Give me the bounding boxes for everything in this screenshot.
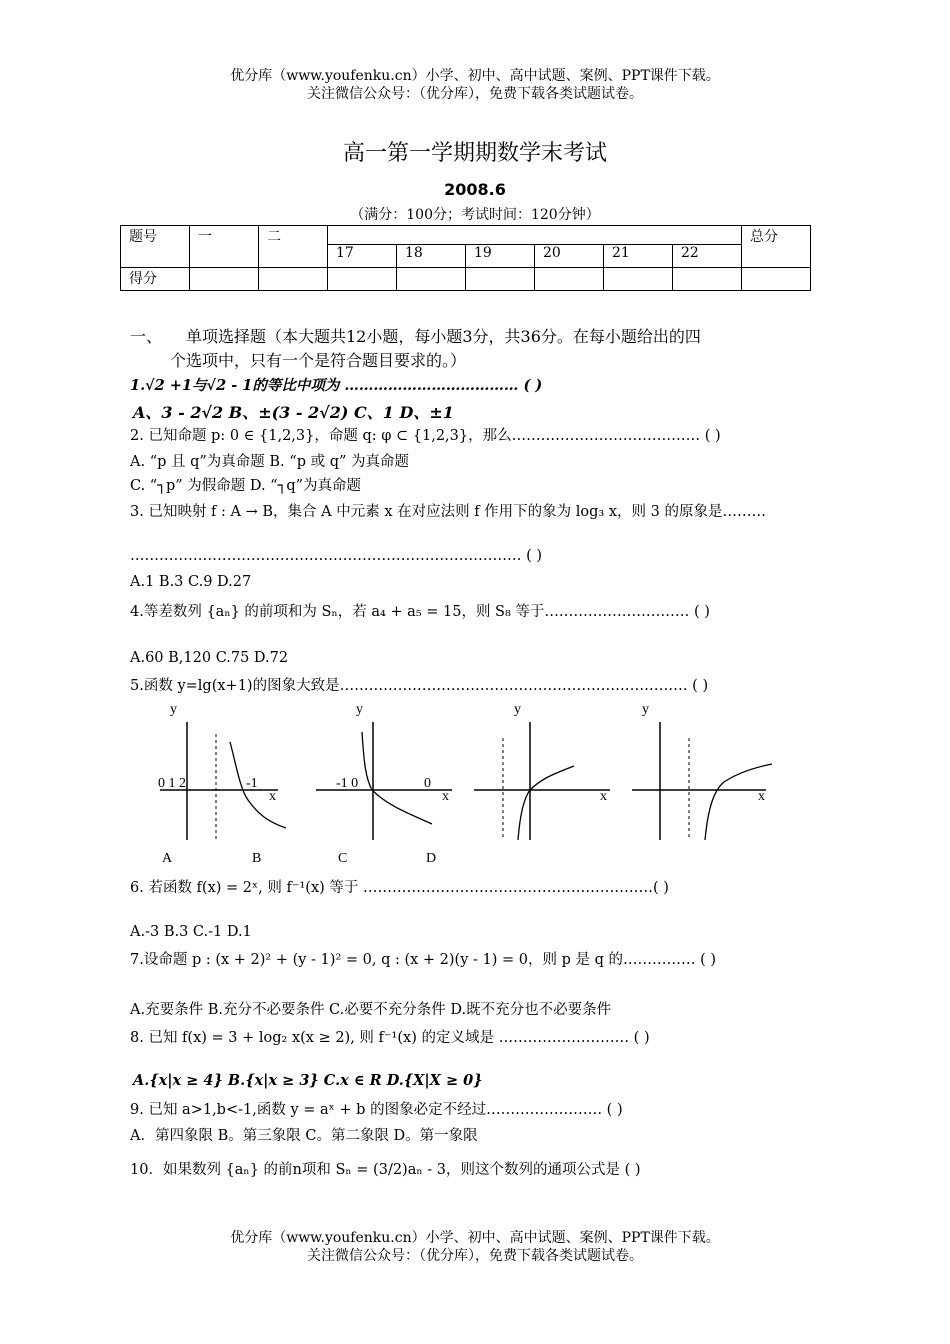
question-8: 8. 已知 f(x) = 3 + log₂ x(x ≥ 2), 则 f⁻¹(x) 的定义域是 ……………………… ( ) (130, 1030, 650, 1046)
graph-d (426, 702, 772, 866)
cell-empty (328, 268, 397, 291)
header-line-1: 优分库（www.youfenku.cn）小学、初中、高中试题、案例、PPT课件下载。 (230, 68, 720, 84)
cell-total: 总分 (742, 226, 811, 268)
cell-two: 二 (259, 226, 328, 268)
question-8-options: A.{x|x ≥ 4} B.{x|x ≥ 3} C.x ∈ R D.{X|X ≥ 0} (133, 1072, 483, 1089)
graph-b-x-label: x (442, 789, 449, 804)
question-4-options: A.60 B,120 C.75 D.72 (130, 650, 289, 666)
score-table (120, 225, 811, 291)
exam-year: 2008.6 (444, 180, 506, 199)
graph-a-curve (230, 742, 286, 828)
graph-a-x-label: x (269, 789, 276, 804)
graph-d-y-label: y (642, 702, 649, 717)
section-heading-line-1: 一、 单项选择题（本大题共12小题，每小题3分，共36分。在每小题给出的四 (130, 327, 701, 346)
footer-line-1: 优分库（www.youfenku.cn）小学、初中、高中试题、案例、PPT课件下载。 (230, 1230, 720, 1246)
cell-empty (397, 268, 466, 291)
cell-empty (466, 268, 535, 291)
footer-line-2: 关注微信公众号：（优分库），免费下载各类试题试卷。 (307, 1248, 643, 1264)
graph-c-y-label: y (514, 702, 521, 717)
graph-label-d: D (426, 851, 437, 866)
question-5: 5.函数 y=lg(x+1)的图象大致是……………………………………………………………… ( ) (130, 678, 709, 694)
graph-c-curve (518, 766, 574, 840)
question-2-options-cd: C. “┐p” 为假命题 D. “┐q”为真命题 (130, 478, 362, 494)
question-7: 7.设命题 p : (x + 2)² + (y - 1)² = 0, q : (x + 2)(y - 1) = 0，则 p 是 q 的…………… ( ) (130, 952, 717, 968)
graph-label-a: A (162, 851, 173, 866)
cell-empty (190, 268, 259, 291)
question-4: 4.等差数列 {aₙ} 的前项和为 Sₙ，若 a₄ + a₅ = 15，则 S₈ 等于………………………… ( ) (130, 604, 710, 620)
cell-empty (259, 268, 328, 291)
graph-b-ticks: -1 0 (336, 776, 359, 791)
graph-a-y-label: y (170, 702, 177, 717)
question-1-options: A、3 - 2√2 B、±(3 - 2√2) C、1 D、±1 (133, 403, 454, 422)
cell-num: 22 (673, 245, 742, 268)
cell-tihao: 题号 (121, 226, 190, 268)
question-2: 2. 已知命题 p: 0 ∈ {1,2,3}，命题 q: φ ⊂ {1,2,3}，那么………………………………… ( ) (130, 428, 721, 444)
question-9-options: A．第四象限 B。第三象限 C。第二象限 D。第一象限 (130, 1128, 478, 1144)
question-7-options: A.充要条件 B.充分不必要条件 C.必要不充分条件 D.既不充分也不必要条件 (130, 1002, 612, 1018)
page-title: 高一第一学期期数学末考试 (342, 141, 607, 166)
question-3-continued: ……………………………………………………………………… ( ) (130, 548, 543, 564)
exam-note: （满分：100分；考试时间：120分钟） (350, 207, 600, 223)
graph-d-x-label: x (758, 789, 765, 804)
graph-c-ticks: 0 (424, 776, 431, 791)
cell-defen: 得分 (121, 268, 190, 291)
graph-label-c: C (338, 851, 348, 866)
graph-c (338, 702, 610, 866)
question-3: 3. 已知映射 f : A → B，集合 A 中元素 x 在对应法则 f 作用下的象为 log₃ x，则 3 的原象是……… (130, 504, 766, 520)
question-3-options: A.1 B.3 C.9 D.27 (130, 574, 252, 590)
header-line-2: 关注微信公众号：（优分库），免费下载各类试题试卷。 (307, 86, 643, 102)
graph-a-tick-neg: -1 (246, 776, 258, 791)
question-2-options-ab: A. “p 且 q”为真命题 B. “p 或 q” 为真命题 (130, 454, 409, 470)
cell-num: 20 (535, 245, 604, 268)
graph-a-ticks: 0 1 2 (158, 776, 186, 791)
graph-b-y-label: y (356, 702, 363, 717)
cell-empty (535, 268, 604, 291)
cell-num: 19 (466, 245, 535, 268)
cell-num: 18 (397, 245, 466, 268)
question-6-options: A.-3 B.3 C.-1 D.1 (130, 924, 252, 940)
cell-blank-header (328, 226, 742, 245)
question-5-graphs (140, 694, 800, 870)
graph-b (252, 702, 452, 866)
cell-num: 21 (604, 245, 673, 268)
graph-a (158, 702, 286, 866)
cell-empty (673, 268, 742, 291)
cell-empty (742, 268, 811, 291)
question-9: 9. 已知 a>1,b<-1,函数 y = aˣ + b 的图象必定不经过…………………… ( ) (130, 1102, 623, 1118)
graph-c-x-label: x (600, 789, 607, 804)
cell-num: 17 (328, 245, 397, 268)
question-1: 1.√2 +1与√2 - 1的等比中项为 ……………………………… ( ) (130, 377, 543, 394)
cell-empty (604, 268, 673, 291)
cell-one: 一 (190, 226, 259, 268)
question-6: 6. 若函数 f(x) = 2ˣ, 则 f⁻¹(x) 等于 ……………………………………………………( ) (130, 880, 669, 896)
question-10: 10．如果数列 {aₙ} 的前n项和 Sₙ = (3/2)aₙ - 3，则这个数列的通项公式是 ( ) (130, 1162, 641, 1178)
graph-label-b: B (252, 851, 262, 866)
section-heading-line-2: 个选项中，只有一个是符合题目要求的。） (170, 351, 467, 370)
